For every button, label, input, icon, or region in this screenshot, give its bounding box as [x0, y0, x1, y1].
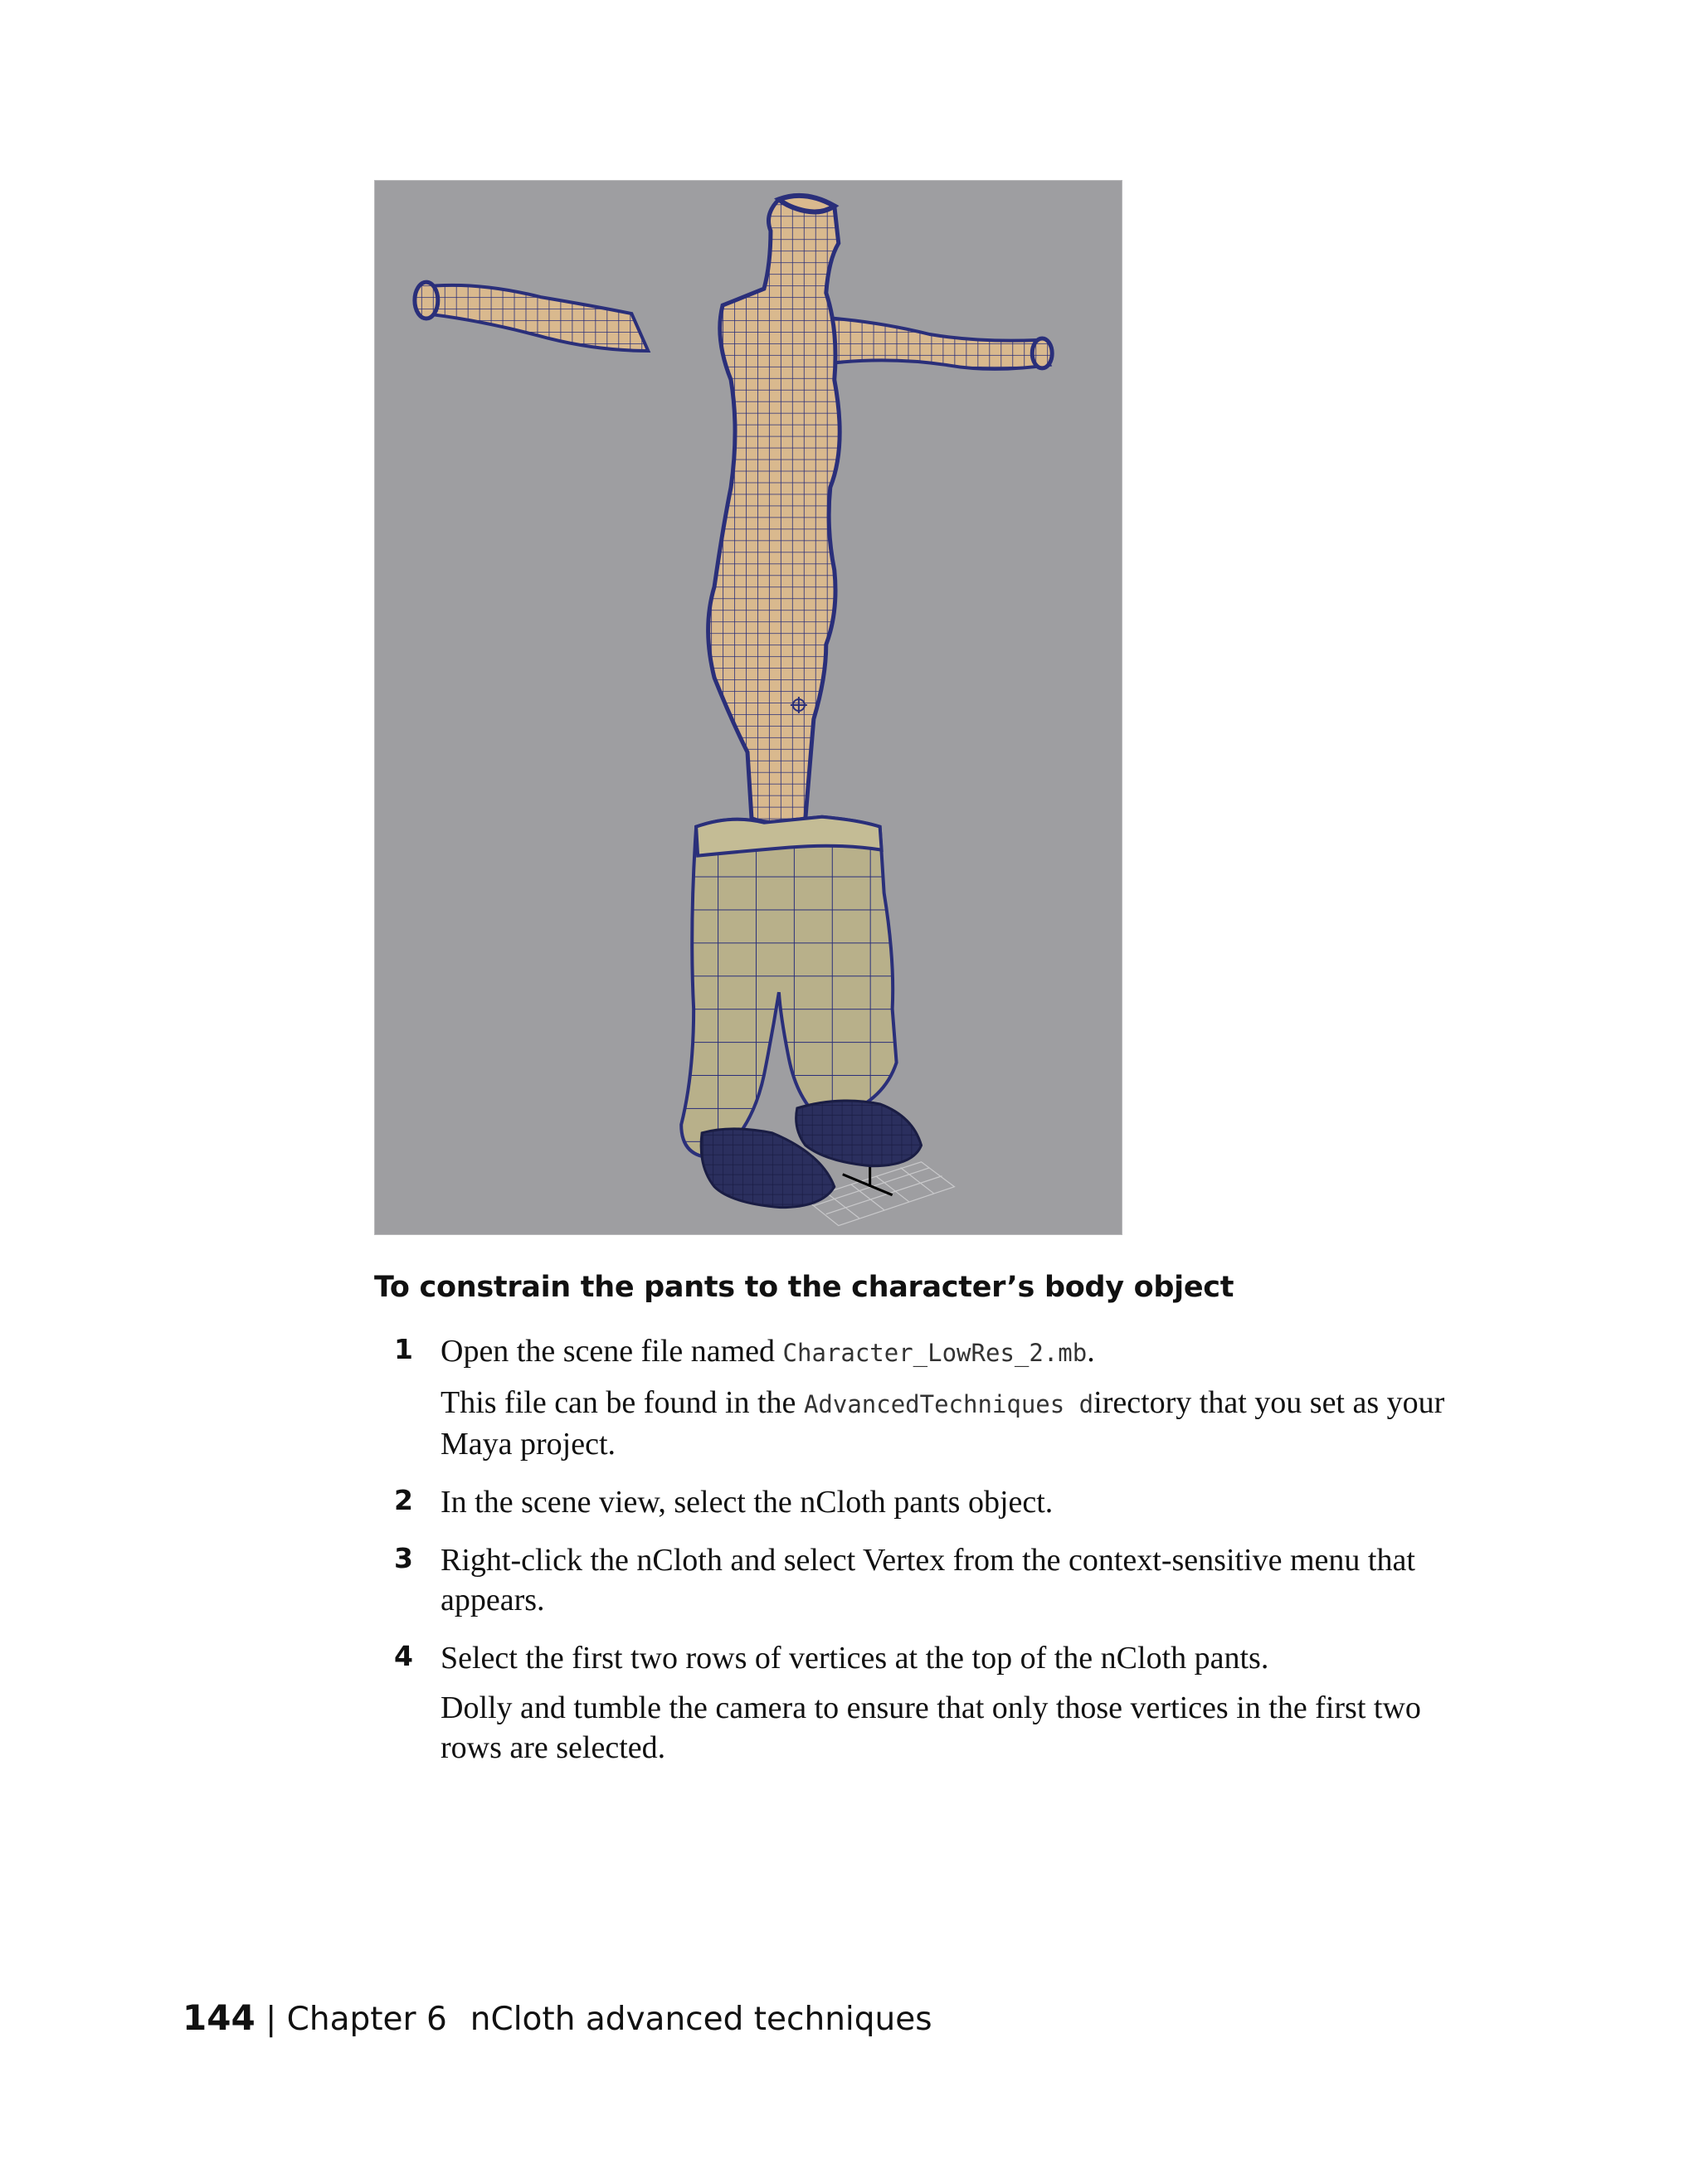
- right-shoe: [796, 1101, 922, 1166]
- procedure-steps: [374, 1331, 1453, 1786]
- footer-separator: |: [265, 2001, 277, 2038]
- page-number: 144: [183, 1997, 256, 2038]
- page-footer: [183, 1997, 932, 2038]
- left-arm: [417, 285, 648, 351]
- step-3: [374, 1540, 1453, 1620]
- step-number: 4: [394, 1640, 413, 1672]
- step-text: Right-click the nCloth and select Vertex from the context-sensitive menu that appears.: [441, 1543, 1415, 1617]
- step-note: Dolly and tumble the camera to ensure that only those vertices in the first two rows are selected.: [441, 1690, 1421, 1765]
- step-text-part: .: [1087, 1334, 1095, 1369]
- file-name-code: Character_LowRes_2.mb: [782, 1339, 1088, 1367]
- step-note-part: irectory that you set as your Maya project.: [441, 1385, 1445, 1462]
- chapter-title: nCloth advanced techniques: [470, 2001, 932, 2038]
- right-arm: [826, 318, 1049, 369]
- step-number: 1: [394, 1333, 413, 1365]
- step-1: [374, 1331, 1453, 1464]
- step-2: [374, 1482, 1453, 1522]
- step-note: [441, 1383, 1461, 1464]
- step-text: Select the first two rows of vertices at the top of the nCloth pants.: [441, 1641, 1269, 1676]
- step-text: In the scene view, select the nCloth pants object.: [441, 1485, 1054, 1520]
- torso: [708, 198, 840, 822]
- character-mesh-illustration: [375, 181, 1122, 1234]
- step-text: [441, 1331, 1461, 1373]
- procedure-heading: To constrain the pants to the character’s body object: [374, 1271, 1234, 1304]
- left-hand: [415, 282, 438, 319]
- viewport-figure: [374, 180, 1122, 1235]
- step-note-part: This file can be found in the: [441, 1385, 804, 1420]
- step-number: 2: [394, 1484, 413, 1516]
- step-text-part: Open the scene file named: [441, 1334, 783, 1369]
- chapter-label: Chapter 6: [286, 2001, 447, 2038]
- step-4: [374, 1638, 1453, 1768]
- right-hand: [1032, 338, 1052, 368]
- directory-name-code: AdvancedTechniques d: [803, 1390, 1094, 1418]
- step-number: 3: [394, 1542, 413, 1574]
